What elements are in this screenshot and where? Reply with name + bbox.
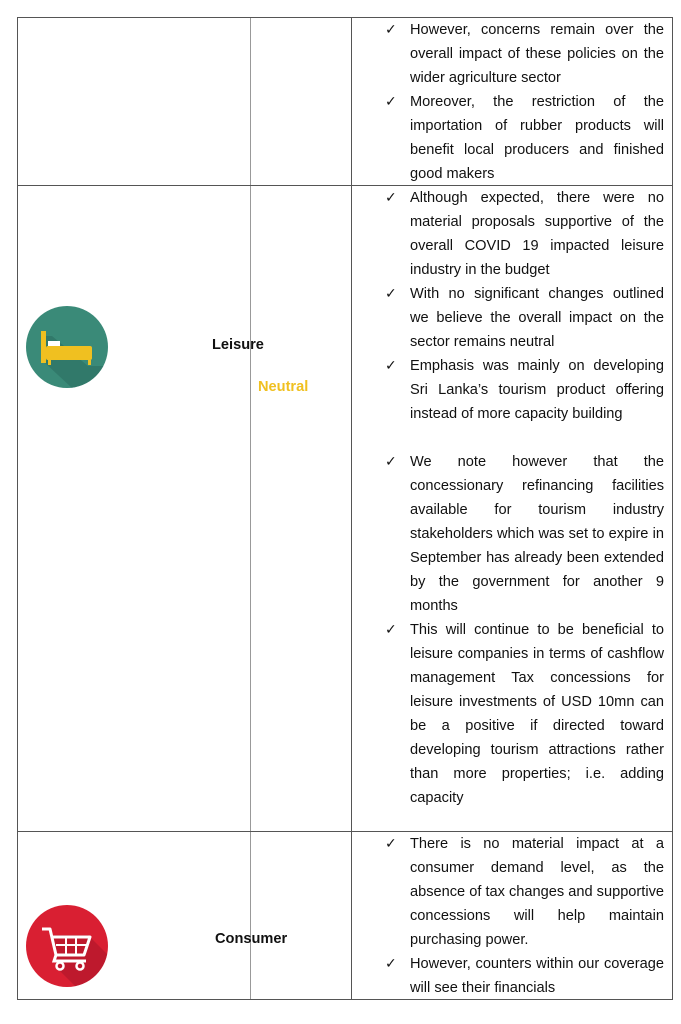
bullet-text: Emphasis was mainly on developing Sri Lanka’s tourism product offering instead of more capacity building bbox=[410, 358, 664, 422]
bullet-text: There is no material impact at a consumer demand level, as the absence of tax changes and supportive concessions will help maintain purchasing power. bbox=[410, 836, 664, 948]
table-row-leisure bbox=[18, 186, 672, 831]
check-icon: ✓ bbox=[385, 622, 397, 638]
bullet-text: Although expected, there were no material proposals supportive of the overall COVID 19 impacted leisure industry in the budget bbox=[410, 190, 664, 278]
bullet-item bbox=[352, 18, 672, 90]
bullet-item bbox=[352, 952, 672, 1000]
bullet-item bbox=[352, 450, 672, 618]
check-icon: ✓ bbox=[385, 190, 397, 206]
bullet-list bbox=[352, 186, 672, 810]
table-row-consumer bbox=[18, 832, 672, 1000]
bullet-item bbox=[352, 354, 672, 426]
check-icon: ✓ bbox=[385, 836, 397, 852]
table-row-agriculture-continued bbox=[18, 18, 672, 185]
bullet-item bbox=[352, 186, 672, 282]
check-icon: ✓ bbox=[385, 454, 397, 470]
sector-impact-table bbox=[17, 17, 673, 1000]
bullet-text: However, concerns remain over the overall impact of these policies on the wider agriculture sector bbox=[410, 22, 664, 86]
sector-label: Consumer bbox=[215, 931, 288, 947]
check-icon: ✓ bbox=[385, 358, 397, 374]
bullet-text: Moreover, the restriction of the importation of rubber products will benefit local producers and finished good makers bbox=[410, 94, 664, 182]
bed-icon bbox=[26, 306, 108, 388]
bullet-item bbox=[352, 832, 672, 952]
bullet-item bbox=[352, 618, 672, 810]
bullet-text: However, counters within our coverage will see their financials bbox=[410, 956, 664, 996]
rating-badge: Neutral bbox=[258, 379, 309, 395]
check-icon: ✓ bbox=[385, 956, 397, 972]
bullet-item bbox=[352, 282, 672, 354]
check-icon: ✓ bbox=[385, 94, 397, 110]
bullet-text: We note however that the concessionary refinancing facilities available for tourism industry stakeholders which was set to expire in September has already been extended by the government for another 9 months bbox=[410, 454, 664, 614]
check-icon: ✓ bbox=[385, 286, 397, 302]
check-icon: ✓ bbox=[385, 22, 397, 38]
bullet-list bbox=[352, 18, 672, 186]
bullet-item bbox=[352, 90, 672, 186]
shopping-cart-icon bbox=[26, 905, 108, 987]
bullet-text: This will continue to be beneficial to leisure companies in terms of cashflow management Tax concessions for leisure investments of USD 10mn can be a positive if directed toward developing tourism attractions rather than more properties; i.e. adding capacity bbox=[410, 622, 664, 806]
sector-label: Leisure bbox=[212, 337, 264, 353]
bullet-text: With no significant changes outlined we believe the overall impact on the sector remains neutral bbox=[410, 286, 664, 350]
bullet-list bbox=[352, 832, 672, 1000]
